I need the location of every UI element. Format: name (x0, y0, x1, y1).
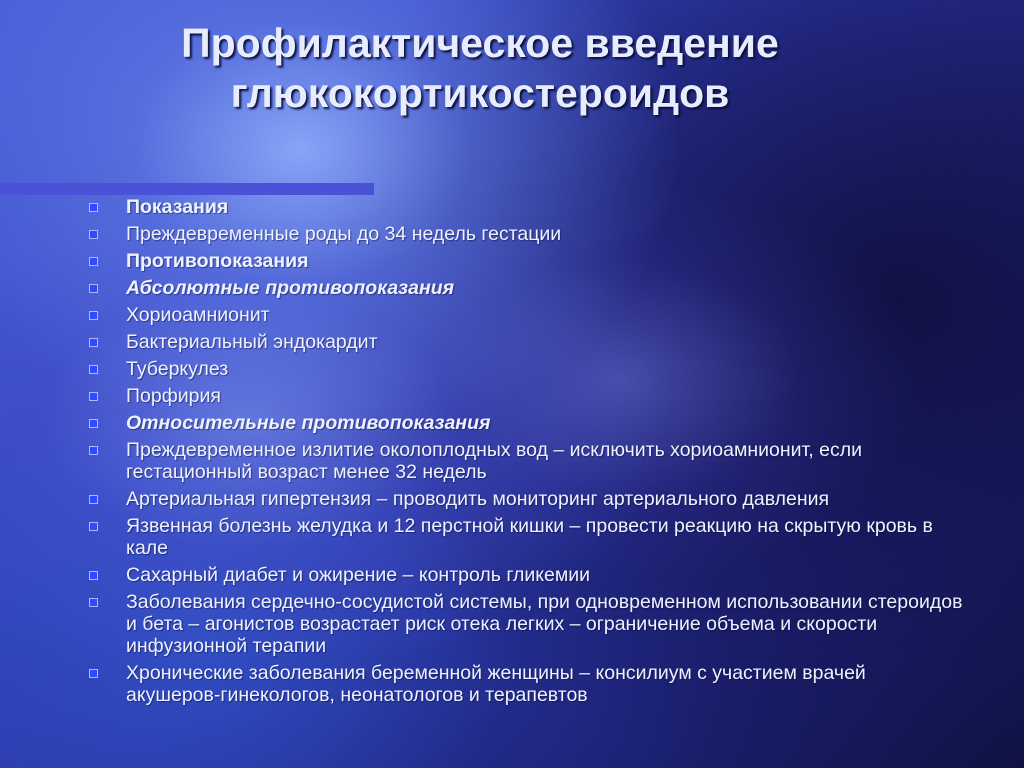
list-item-text: Порфирия (126, 385, 221, 407)
list-item-text: Абсолютные противопоказания (126, 277, 455, 299)
list-item (84, 662, 964, 706)
square-bullet-icon (89, 257, 98, 266)
list-item (84, 304, 964, 326)
list-item (84, 564, 964, 586)
bullet-list (84, 196, 964, 711)
square-bullet-icon (89, 419, 98, 428)
list-item-text: Преждевременное излитие околоплодных вод – исключить хориоамнионит, если гестационный возраст менее 32 недель (126, 439, 863, 483)
title-divider (0, 183, 374, 195)
list-item-text: Хронические заболевания беременной женщины – консилиум с участием врачей акушеров-гинекологов, неонатологов и терапевтов (126, 662, 866, 706)
square-bullet-icon (89, 571, 98, 580)
square-bullet-icon (89, 203, 98, 212)
list-item (84, 385, 964, 407)
square-bullet-icon (89, 338, 98, 347)
list-item-text: Язвенная болезнь желудка и 12 перстной кишки – провести реакцию на скрытую кровь в кале (126, 515, 933, 559)
square-bullet-icon (89, 230, 98, 239)
square-bullet-icon (89, 392, 98, 401)
list-item-text: Показания (126, 196, 229, 218)
square-bullet-icon (89, 311, 98, 320)
list-item-text: Хориоамнионит (126, 304, 270, 326)
list-item (84, 250, 964, 272)
list-item (84, 223, 964, 245)
list-item-text: Бактериальный эндокардит (126, 331, 378, 353)
list-item-text: Заболевания сердечно-сосудистой системы, при одновременном использовании стероидов и бета – агонистов возрастает риск отека легких – ограничение объема и скорости инфузионной терапии (126, 591, 963, 657)
list-item (84, 412, 964, 434)
list-item-text: Преждевременные роды до 34 недель гестации (126, 223, 562, 245)
list-item-text: Артериальная гипертензия – проводить мониторинг артериального давления (126, 488, 830, 510)
square-bullet-icon (89, 522, 98, 531)
list-item (84, 358, 964, 380)
list-item (84, 277, 964, 299)
list-item (84, 331, 964, 353)
list-item-text: Туберкулез (126, 358, 229, 380)
list-item (84, 515, 964, 559)
square-bullet-icon (89, 446, 98, 455)
square-bullet-icon (89, 284, 98, 293)
slide-title: Профилактическое введение глюкокортикостероидов (181, 20, 779, 116)
list-item (84, 196, 964, 218)
square-bullet-icon (89, 598, 98, 607)
list-item (84, 591, 964, 657)
square-bullet-icon (89, 365, 98, 374)
list-item (84, 439, 964, 483)
list-item-text: Сахарный диабет и ожирение – контроль гликемии (126, 564, 591, 586)
square-bullet-icon (89, 669, 98, 678)
square-bullet-icon (89, 495, 98, 504)
list-item-text: Противопоказания (126, 250, 309, 272)
list-item-text: Относительные противопоказания (126, 412, 491, 434)
list-item (84, 488, 964, 510)
